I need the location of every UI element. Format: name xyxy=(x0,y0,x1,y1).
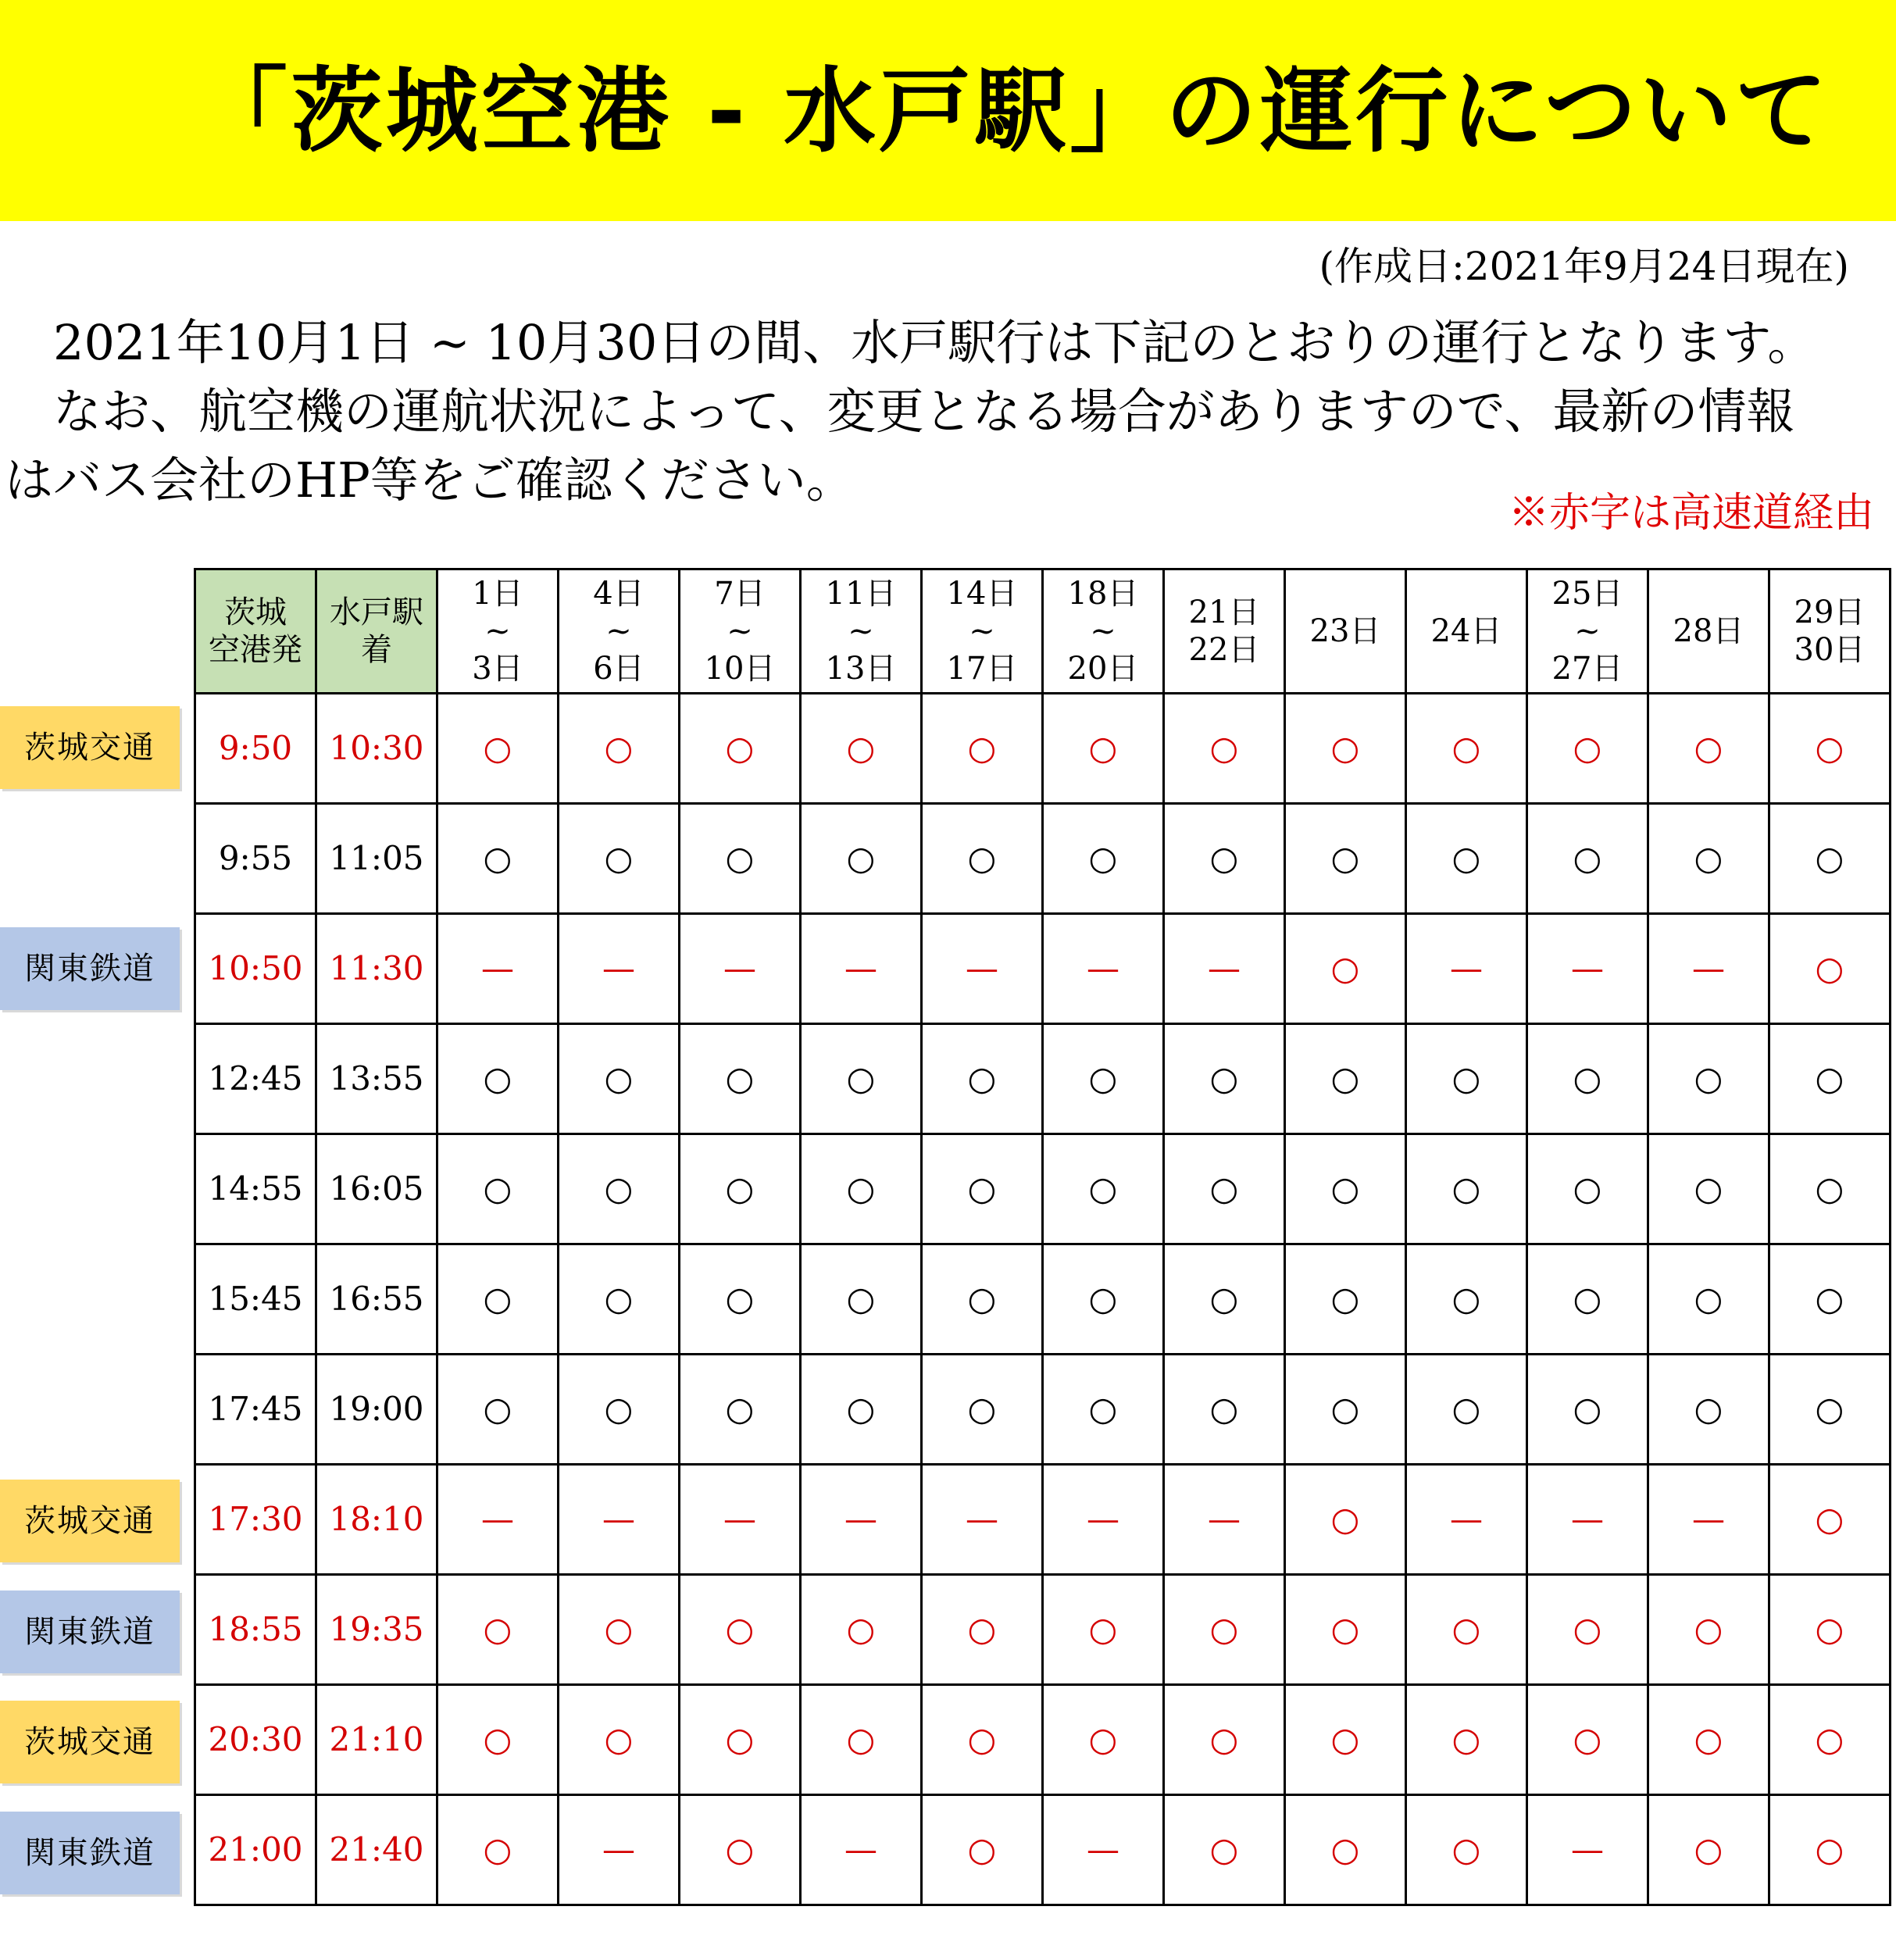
arrival-time: 19:00 xyxy=(316,1355,437,1465)
operating-mark: ○ xyxy=(1164,1134,1285,1244)
operating-mark: ○ xyxy=(1769,914,1891,1024)
operating-mark: ○ xyxy=(1648,1355,1769,1465)
departure-time: 15:45 xyxy=(195,1244,316,1355)
table-row xyxy=(195,1024,1891,1134)
header-date-range xyxy=(1164,569,1285,694)
operating-mark: ○ xyxy=(437,1685,559,1795)
header-date-range xyxy=(1406,569,1527,694)
not-operating-mark: — xyxy=(801,1465,922,1575)
not-operating-mark: — xyxy=(1043,914,1164,1024)
operating-mark: ○ xyxy=(559,1244,680,1355)
header-date-range xyxy=(1527,569,1648,694)
operating-mark: ○ xyxy=(1527,804,1648,914)
header-date-range-line: ~ xyxy=(727,613,753,649)
operating-mark: ○ xyxy=(1406,804,1527,914)
intro-line: 2021年10月1日 ~ 10月30日の間、水戸駅行は下記のとおりの運行となります。 xyxy=(5,314,1816,371)
arrival-time: 21:10 xyxy=(316,1685,437,1795)
operating-mark: ○ xyxy=(1043,804,1164,914)
operating-mark: ○ xyxy=(437,1024,559,1134)
header-arrival-line: 水戸駅 xyxy=(330,594,423,630)
not-operating-mark: — xyxy=(1527,914,1648,1024)
operating-mark: ○ xyxy=(1164,804,1285,914)
operating-mark: ○ xyxy=(922,1575,1043,1685)
operating-mark: ○ xyxy=(1527,694,1648,804)
arrival-time: 18:10 xyxy=(316,1465,437,1575)
operating-mark: ○ xyxy=(801,1685,922,1795)
operating-mark: ○ xyxy=(680,1134,801,1244)
operating-mark: ○ xyxy=(1285,1244,1406,1355)
operating-mark: ○ xyxy=(680,1244,801,1355)
header-date-range xyxy=(680,569,801,694)
header-date-range-line: 21日 xyxy=(1188,594,1260,630)
not-operating-mark: — xyxy=(922,1465,1043,1575)
arrival-time: 11:30 xyxy=(316,914,437,1024)
table-row xyxy=(195,1685,1891,1795)
operating-mark: ○ xyxy=(1769,804,1891,914)
operating-mark: ○ xyxy=(1285,1575,1406,1685)
header-date-range-line: ~ xyxy=(1574,613,1601,649)
header-date-range-line: 18日 xyxy=(1067,576,1139,612)
operating-mark: ○ xyxy=(1769,1465,1891,1575)
table-row xyxy=(195,1465,1891,1575)
operating-mark: ○ xyxy=(922,804,1043,914)
operating-mark: ○ xyxy=(559,1575,680,1685)
not-operating-mark: — xyxy=(559,1465,680,1575)
header-date-range-line: 6日 xyxy=(593,651,644,687)
intro-text xyxy=(5,309,1891,515)
operating-mark: ○ xyxy=(1769,694,1891,804)
header-date-range-line: 13日 xyxy=(825,651,897,687)
header-date-range-line: 22日 xyxy=(1188,632,1260,668)
table-row xyxy=(195,1244,1891,1355)
company-badge: 関東鉄道 xyxy=(0,927,180,1010)
header-date-range-line: 14日 xyxy=(946,576,1018,612)
operating-mark: ○ xyxy=(680,1024,801,1134)
table-row xyxy=(195,694,1891,804)
not-operating-mark: — xyxy=(801,1795,922,1905)
operating-mark: ○ xyxy=(1285,1134,1406,1244)
operating-mark: ○ xyxy=(559,1134,680,1244)
operating-mark: ○ xyxy=(559,1024,680,1134)
operating-mark: ○ xyxy=(801,1244,922,1355)
created-date: (作成日:2021年9月24日現在) xyxy=(1319,244,1849,289)
operating-mark: ○ xyxy=(437,1355,559,1465)
company-badge: 関東鉄道 xyxy=(0,1812,180,1894)
operating-mark: ○ xyxy=(1043,1244,1164,1355)
not-operating-mark: — xyxy=(680,1465,801,1575)
operating-mark: ○ xyxy=(559,694,680,804)
header-date-range-line: 23日 xyxy=(1309,613,1381,649)
operating-mark: ○ xyxy=(1648,1795,1769,1905)
departure-time: 21:00 xyxy=(195,1795,316,1905)
company-badge: 茨城交通 xyxy=(0,1480,180,1562)
operating-mark: ○ xyxy=(1769,1355,1891,1465)
not-operating-mark: — xyxy=(1648,1465,1769,1575)
operating-mark: ○ xyxy=(801,1024,922,1134)
operating-mark: ○ xyxy=(559,1355,680,1465)
not-operating-mark: — xyxy=(1406,914,1527,1024)
operating-mark: ○ xyxy=(1285,1355,1406,1465)
operating-mark: ○ xyxy=(922,694,1043,804)
company-badge: 関東鉄道 xyxy=(0,1590,180,1673)
operating-mark: ○ xyxy=(1043,694,1164,804)
table-row xyxy=(195,1134,1891,1244)
operating-mark: ○ xyxy=(1648,1024,1769,1134)
operating-mark: ○ xyxy=(1527,1355,1648,1465)
header-date-range-line: 28日 xyxy=(1673,613,1744,649)
operating-mark: ○ xyxy=(437,1244,559,1355)
operating-mark: ○ xyxy=(1285,804,1406,914)
operating-mark: ○ xyxy=(1164,1355,1285,1465)
operating-mark: ○ xyxy=(1527,1134,1648,1244)
operating-mark: ○ xyxy=(801,1355,922,1465)
header-date-range-line: 3日 xyxy=(472,651,523,687)
not-operating-mark: — xyxy=(1164,1465,1285,1575)
timetable xyxy=(194,568,1891,1906)
departure-time: 9:55 xyxy=(195,804,316,914)
not-operating-mark: — xyxy=(1043,1795,1164,1905)
header-date-range-line: 27日 xyxy=(1551,651,1623,687)
arrival-time: 11:05 xyxy=(316,804,437,914)
arrival-time: 13:55 xyxy=(316,1024,437,1134)
operating-mark: ○ xyxy=(437,694,559,804)
operating-mark: ○ xyxy=(922,1024,1043,1134)
header-date-range-line: 4日 xyxy=(593,576,644,612)
operating-mark: ○ xyxy=(1406,1244,1527,1355)
page-title: 「茨城空港 - 水戸駅」の運行について xyxy=(195,57,1830,165)
not-operating-mark: — xyxy=(922,914,1043,1024)
operating-mark: ○ xyxy=(1164,1685,1285,1795)
operating-mark: ○ xyxy=(1285,1685,1406,1795)
operating-mark: ○ xyxy=(922,1134,1043,1244)
operating-mark: ○ xyxy=(1406,1685,1527,1795)
header-departure-line: 空港発 xyxy=(209,632,302,668)
header-date-range-line: 11日 xyxy=(825,576,897,612)
not-operating-mark: — xyxy=(801,914,922,1024)
operating-mark: ○ xyxy=(1285,1024,1406,1134)
operating-mark: ○ xyxy=(1043,1134,1164,1244)
departure-time: 17:30 xyxy=(195,1465,316,1575)
header-date-range-line: 24日 xyxy=(1430,613,1502,649)
header-date-range xyxy=(922,569,1043,694)
header-date-range-line: 20日 xyxy=(1067,651,1139,687)
operating-mark: ○ xyxy=(922,1244,1043,1355)
operating-mark: ○ xyxy=(922,1355,1043,1465)
operating-mark: ○ xyxy=(1043,1575,1164,1685)
header-date-range-line: 1日 xyxy=(472,576,523,612)
operating-mark: ○ xyxy=(680,1575,801,1685)
not-operating-mark: — xyxy=(680,914,801,1024)
operating-mark: ○ xyxy=(1285,694,1406,804)
company-badge: 茨城交通 xyxy=(0,706,180,789)
departure-time: 9:50 xyxy=(195,694,316,804)
operating-mark: ○ xyxy=(1648,1685,1769,1795)
table-row xyxy=(195,1575,1891,1685)
operating-mark: ○ xyxy=(1406,1134,1527,1244)
operating-mark: ○ xyxy=(680,1355,801,1465)
operating-mark: ○ xyxy=(437,1795,559,1905)
operating-mark: ○ xyxy=(1406,1355,1527,1465)
operating-mark: ○ xyxy=(1769,1575,1891,1685)
header-date-range-line: 10日 xyxy=(704,651,776,687)
table-row xyxy=(195,914,1891,1024)
operating-mark: ○ xyxy=(1527,1685,1648,1795)
arrival-time: 16:55 xyxy=(316,1244,437,1355)
header-date-range xyxy=(559,569,680,694)
operating-mark: ○ xyxy=(801,1575,922,1685)
operating-mark: ○ xyxy=(680,1795,801,1905)
departure-time: 18:55 xyxy=(195,1575,316,1685)
header-date-range-line: 17日 xyxy=(946,651,1018,687)
not-operating-mark: — xyxy=(559,914,680,1024)
operating-mark: ○ xyxy=(437,804,559,914)
header-row xyxy=(195,569,1891,694)
departure-time: 12:45 xyxy=(195,1024,316,1134)
departure-time: 17:45 xyxy=(195,1355,316,1465)
table-row xyxy=(195,804,1891,914)
header-date-range-line: ~ xyxy=(484,613,511,649)
operating-mark: ○ xyxy=(559,804,680,914)
arrival-time: 21:40 xyxy=(316,1795,437,1905)
operating-mark: ○ xyxy=(1043,1355,1164,1465)
operating-mark: ○ xyxy=(1769,1024,1891,1134)
operating-mark: ○ xyxy=(1043,1685,1164,1795)
operating-mark: ○ xyxy=(680,804,801,914)
operating-mark: ○ xyxy=(1769,1134,1891,1244)
intro-line: なお、航空機の運航状況によって、変更となる場合がありますので、最新の情報 xyxy=(5,383,1795,440)
intro-line: はバス会社のHP等をご確認ください。 xyxy=(5,452,855,509)
operating-mark: ○ xyxy=(922,1685,1043,1795)
operating-mark: ○ xyxy=(1648,804,1769,914)
header-arrival-line: 着 xyxy=(361,632,392,668)
header-arrival xyxy=(316,569,437,694)
header-date-range-line: ~ xyxy=(969,613,995,649)
operating-mark: ○ xyxy=(1648,694,1769,804)
header-date-range-line: 25日 xyxy=(1551,576,1623,612)
operating-mark: ○ xyxy=(1406,1575,1527,1685)
header-date-range-line: 30日 xyxy=(1794,632,1866,668)
operating-mark: ○ xyxy=(1648,1134,1769,1244)
header-date-range xyxy=(801,569,922,694)
header-date-range-line: ~ xyxy=(1090,613,1116,649)
title-banner xyxy=(0,0,1896,221)
operating-mark: ○ xyxy=(1164,1244,1285,1355)
operating-mark: ○ xyxy=(1527,1024,1648,1134)
not-operating-mark: — xyxy=(1527,1465,1648,1575)
operating-mark: ○ xyxy=(680,694,801,804)
header-date-range-line: 7日 xyxy=(714,576,766,612)
operating-mark: ○ xyxy=(1285,1795,1406,1905)
operating-mark: ○ xyxy=(1648,1244,1769,1355)
operating-mark: ○ xyxy=(1648,1575,1769,1685)
not-operating-mark: — xyxy=(1043,1465,1164,1575)
arrival-time: 19:35 xyxy=(316,1575,437,1685)
header-departure xyxy=(195,569,316,694)
operating-mark: ○ xyxy=(680,1685,801,1795)
not-operating-mark: — xyxy=(1527,1795,1648,1905)
header-date-range xyxy=(437,569,559,694)
operating-mark: ○ xyxy=(1769,1244,1891,1355)
operating-mark: ○ xyxy=(801,1134,922,1244)
operating-mark: ○ xyxy=(1043,1024,1164,1134)
departure-time: 20:30 xyxy=(195,1685,316,1795)
not-operating-mark: — xyxy=(1164,914,1285,1024)
operating-mark: ○ xyxy=(1285,1465,1406,1575)
not-operating-mark: — xyxy=(559,1795,680,1905)
operating-mark: ○ xyxy=(1769,1795,1891,1905)
express-note: ※赤字は高速道経由 xyxy=(1508,490,1874,537)
departure-time: 14:55 xyxy=(195,1134,316,1244)
arrival-time: 10:30 xyxy=(316,694,437,804)
operating-mark: ○ xyxy=(1406,1795,1527,1905)
operating-mark: ○ xyxy=(1769,1685,1891,1795)
not-operating-mark: — xyxy=(437,1465,559,1575)
header-date-range xyxy=(1648,569,1769,694)
table-row xyxy=(195,1355,1891,1465)
not-operating-mark: — xyxy=(1406,1465,1527,1575)
operating-mark: ○ xyxy=(437,1134,559,1244)
operating-mark: ○ xyxy=(801,694,922,804)
header-date-range xyxy=(1285,569,1406,694)
operating-mark: ○ xyxy=(437,1575,559,1685)
operating-mark: ○ xyxy=(1164,694,1285,804)
company-badge: 茨城交通 xyxy=(0,1701,180,1783)
arrival-time: 16:05 xyxy=(316,1134,437,1244)
operating-mark: ○ xyxy=(1285,914,1406,1024)
table-row xyxy=(195,1795,1891,1905)
departure-time: 10:50 xyxy=(195,914,316,1024)
header-date-range-line: 29日 xyxy=(1794,594,1866,630)
operating-mark: ○ xyxy=(1527,1244,1648,1355)
operating-mark: ○ xyxy=(922,1795,1043,1905)
operating-mark: ○ xyxy=(1527,1575,1648,1685)
operating-mark: ○ xyxy=(559,1685,680,1795)
operating-mark: ○ xyxy=(1164,1575,1285,1685)
operating-mark: ○ xyxy=(1406,694,1527,804)
operating-mark: ○ xyxy=(801,804,922,914)
header-date-range xyxy=(1769,569,1891,694)
operating-mark: ○ xyxy=(1164,1024,1285,1134)
not-operating-mark: — xyxy=(1648,914,1769,1024)
header-date-range-line: ~ xyxy=(605,613,632,649)
header-date-range xyxy=(1043,569,1164,694)
operating-mark: ○ xyxy=(1164,1795,1285,1905)
header-date-range-line: ~ xyxy=(848,613,874,649)
header-departure-line: 茨城 xyxy=(224,594,287,630)
operating-mark: ○ xyxy=(1406,1024,1527,1134)
not-operating-mark: — xyxy=(437,914,559,1024)
